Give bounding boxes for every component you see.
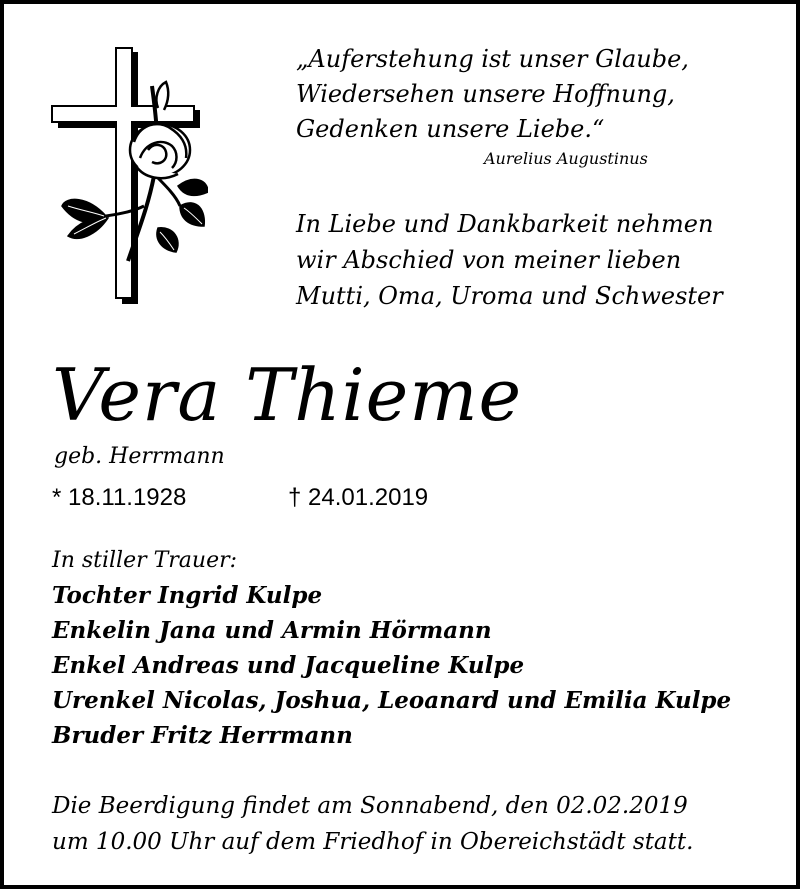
mourners-heading: In stiller Trauer: — [52, 548, 238, 573]
funeral-info — [52, 788, 792, 860]
intro-line: Mutti, Oma, Uroma und Schwester — [296, 282, 723, 310]
quote-author: Aurelius Augustinus — [484, 149, 648, 168]
birth-date: * 18.11.1928 — [52, 484, 187, 511]
quote-block — [296, 42, 776, 147]
funeral-line: Die Beerdigung findet am Sonnabend, den 02.02.2019 — [52, 793, 688, 819]
intro-line: wir Abschied von meiner lieben — [296, 246, 682, 274]
life-dates — [52, 484, 428, 512]
funeral-line: um 10.00 Uhr auf dem Friedhof in Obereichstädt statt. — [52, 829, 694, 855]
mourner-name: Urenkel Nicolas, Joshua, Leoanard und Emilia Kulpe — [52, 687, 732, 714]
mourner-name: Enkelin Jana und Armin Hörmann — [52, 617, 492, 644]
mourners-block — [52, 544, 792, 753]
quote-line: Wiedersehen unsere Hoffnung, — [296, 80, 675, 108]
deceased-name: Vera Thieme — [52, 353, 523, 437]
cross-with-rose-icon — [48, 46, 208, 308]
intro-line: In Liebe und Dankbarkeit nehmen — [296, 210, 714, 238]
maiden-name: geb. Herrmann — [54, 444, 225, 469]
death-date: † 24.01.2019 — [288, 484, 429, 511]
intro-block — [296, 206, 776, 314]
mourner-name: Tochter Ingrid Kulpe — [52, 582, 323, 609]
mourner-name: Enkel Andreas und Jacqueline Kulpe — [52, 652, 525, 679]
mourner-name: Bruder Fritz Herrmann — [52, 722, 353, 749]
quote-line: „Auferstehung ist unser Glaube, — [296, 45, 689, 73]
quote-line: Gedenken unsere Liebe.“ — [296, 115, 605, 143]
